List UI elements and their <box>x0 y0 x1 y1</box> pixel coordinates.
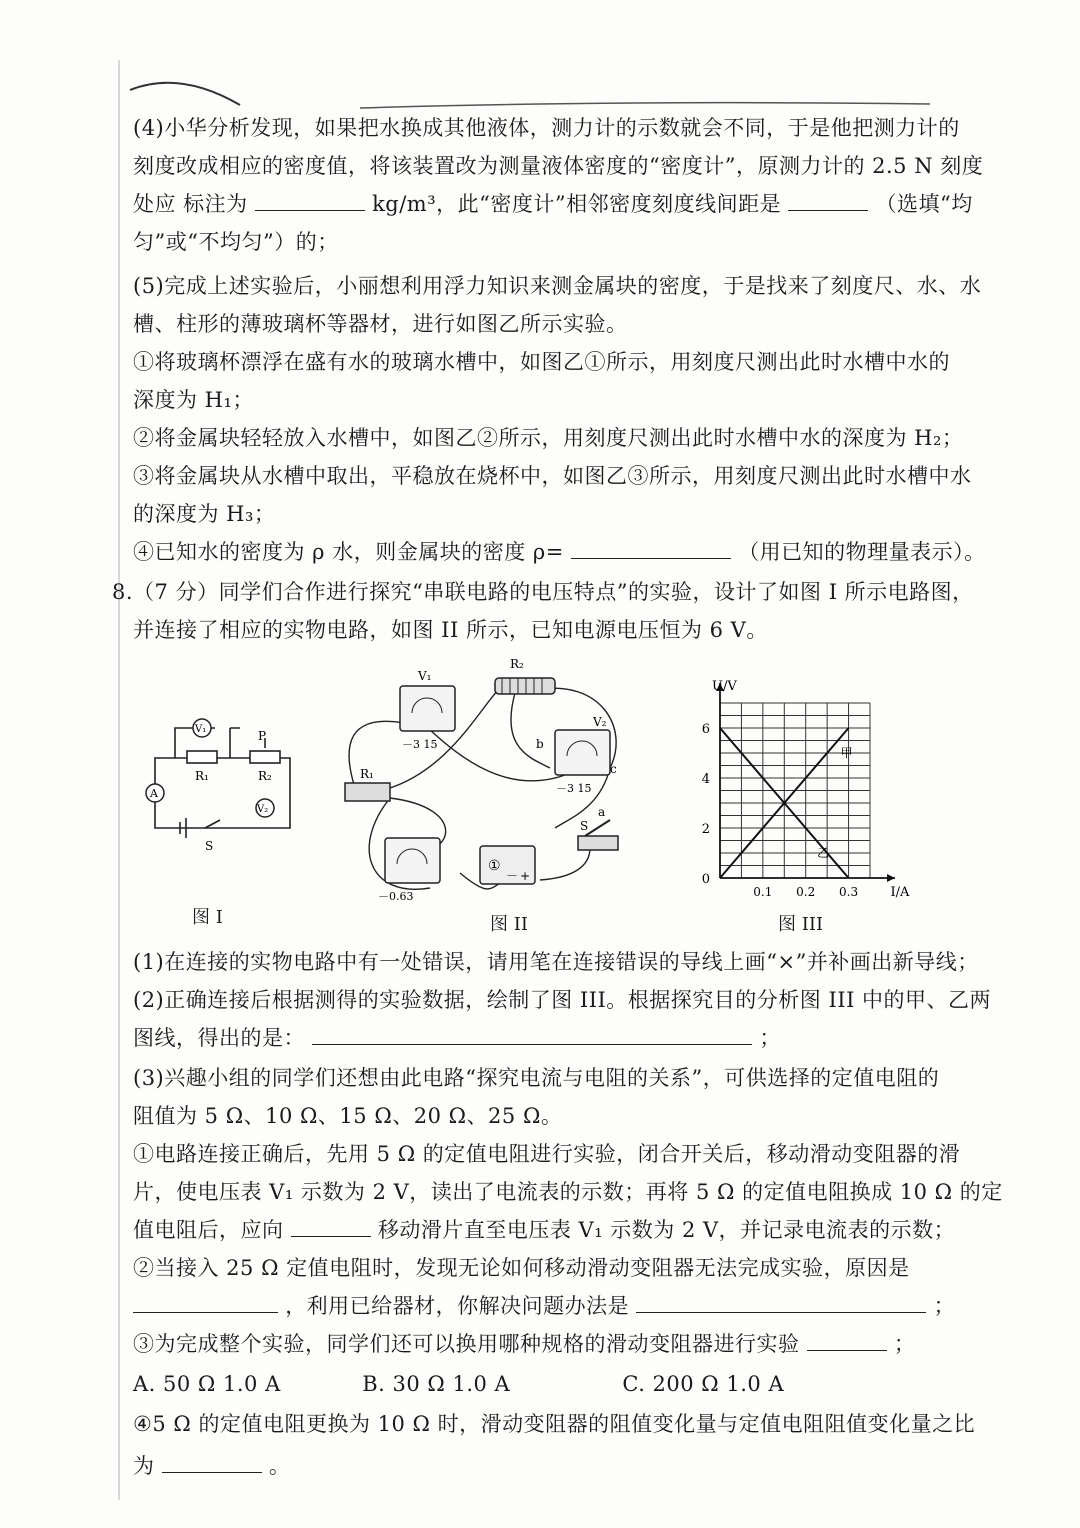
text-fragment: 图线，得出的是： <box>133 1026 305 1050</box>
y-tick-label: 6 <box>701 722 710 737</box>
figures <box>130 648 930 938</box>
r2-label: R₂ <box>258 769 272 783</box>
text-fragment: kg/m³，此“密度计”相邻密度刻度线间距是 <box>372 192 782 216</box>
question-8-title: 8.（7 分）同学们合作进行探究“串联电路的电压特点”的实验，设计了如图 I 所示电路图， <box>112 580 974 604</box>
text-line: ①将玻璃杯漂浮在盛有水的玻璃水槽中，如图乙①所示，用刻度尺测出此时水槽中水的 <box>133 350 950 374</box>
text-line: 槽、柱形的薄玻璃杯等器材，进行如图乙所示实验。 <box>133 312 628 336</box>
text-line: 深度为 H₁； <box>133 388 254 412</box>
text-line: ①电路连接正确后，先用 5 Ω 的定值电阻进行实验，闭合开关后，移动滑动变阻器的滑 <box>133 1142 961 1166</box>
r2-label: R₂ <box>510 657 524 671</box>
fig1-caption: 图 I <box>192 907 223 928</box>
text-fragment: ； <box>759 1026 781 1050</box>
answer-blank[interactable] <box>312 1024 752 1045</box>
text-fragment: ③为完成整个实验，同学们还可以换用哪种规格的滑动变阻器进行实验 <box>133 1332 800 1356</box>
answer-blank[interactable] <box>571 538 731 559</box>
text-fragment: （用已知的物理量表示）。 <box>738 540 986 564</box>
text-line: (1)在连接的实物电路中有一处错误，请用笔在连接错误的导线上画“×”并补画出新导线； <box>133 950 979 974</box>
y-axis-label: U/V <box>712 679 737 694</box>
text-fragment: 处应 标注为 <box>133 192 248 216</box>
text-line: (5)完成上述实验后，小丽想利用浮力知识来测金属块的密度，于是找来了刻度尺、水、水 <box>133 274 982 298</box>
v2-scale: －3 15 <box>556 782 592 795</box>
text-fragment: （选填“均 <box>875 192 973 216</box>
battery-plus: + <box>520 869 531 883</box>
text-line <box>133 1216 956 1244</box>
text-line: ③将金属块从水槽中取出，平稳放在烧杯中，如图乙③所示，用刻度尺测出此时水槽中水 <box>133 464 972 488</box>
voltmeter-v2 <box>555 730 610 775</box>
v1-label: V₁ <box>195 724 207 735</box>
text-line <box>133 1330 943 1358</box>
text-line <box>133 1292 956 1320</box>
r1-label: R₁ <box>360 767 374 781</box>
x-axis-label: I/A <box>890 885 910 900</box>
x-tick-label: 0.2 <box>796 885 816 899</box>
circuit-diagram <box>130 718 305 858</box>
s-label: S <box>205 839 214 853</box>
a-label: A <box>150 787 158 800</box>
v2-label: V₂ <box>593 715 607 729</box>
r1-label: R₁ <box>195 769 209 783</box>
text-line: 阻值为 5 Ω、10 Ω、15 Ω、20 Ω、25 Ω。 <box>133 1104 563 1128</box>
answer-blank[interactable] <box>255 190 365 211</box>
series-label-yi: 乙 <box>817 846 830 860</box>
text-line: ④5 Ω 的定值电阻更换为 10 Ω 时，滑动变阻器的阻值变化量与定值电阻阻值变化量之比 <box>133 1412 976 1436</box>
a-scale: －0.63 <box>378 890 414 903</box>
x-axis-arrow <box>887 874 895 882</box>
fig3-caption: 图 III <box>778 914 824 935</box>
ammeter <box>385 838 440 883</box>
ui-chart <box>690 678 930 918</box>
option-a[interactable]: A. 50 Ω 1.0 A <box>133 1372 281 1396</box>
text-line <box>133 538 986 566</box>
answer-blank[interactable] <box>162 1452 262 1473</box>
answer-blank[interactable] <box>291 1216 371 1237</box>
text-fragment: ④已知水的密度为 ρ 水，则金属块的密度 ρ= <box>133 540 564 564</box>
battery-minus: － <box>506 869 519 883</box>
series-label-jia: 甲 <box>840 746 853 760</box>
text-fragment: ； <box>933 1294 956 1318</box>
battery-symbol: ① <box>488 858 501 874</box>
options-line <box>133 1370 943 1398</box>
x-tick-label: 0.3 <box>839 885 859 899</box>
wire-c-label: c <box>610 762 617 776</box>
text-line: 片，使电压表 V₁ 示数为 2 V，读出了电流表的示数；再将 5 Ω 的定值电阻换成 10 Ω 的定 <box>133 1180 1003 1204</box>
voltmeter-v1 <box>400 686 455 731</box>
text-line: (2)正确连接后根据测得的实验数据，绘制了图 III。根据探究目的分析图 III 中的甲、乙两 <box>133 988 992 1012</box>
text-fragment: 为 <box>133 1454 155 1478</box>
answer-blank[interactable] <box>788 190 868 211</box>
text-line: ②当接入 25 Ω 定值电阻时，发现无论如何移动滑动变阻器无法完成实验，原因是 <box>133 1256 910 1280</box>
text-line: 的深度为 H₃； <box>133 502 276 526</box>
text-line: 并连接了相应的实物电路，如图 II 所示，已知电源电压恒为 6 V。 <box>133 618 768 642</box>
text-line: 匀”或“不均匀”）的； <box>133 230 339 254</box>
y-tick-label: 2 <box>701 822 710 837</box>
text-line <box>133 190 973 218</box>
v2-label: V₂ <box>257 804 269 815</box>
text-fragment: 。 <box>268 1454 291 1478</box>
s-label: S <box>580 819 589 833</box>
v1-scale: －3 15 <box>402 738 438 751</box>
header-stroke <box>120 60 940 120</box>
answer-blank[interactable] <box>133 1292 278 1313</box>
y-tick-label: 0 <box>701 872 710 887</box>
switch <box>578 836 618 850</box>
text-line: (3)兴趣小组的同学们还想由此电路“探究电流与电阻的关系”，可供选择的定值电阻的 <box>133 1066 940 1090</box>
y-tick-label: 4 <box>701 772 710 787</box>
answer-blank[interactable] <box>807 1330 887 1351</box>
resistor-r1 <box>345 783 390 801</box>
text-line: ②将金属块轻轻放入水槽中，如图乙②所示，用刻度尺测出此时水槽中水的深度为 H₂； <box>133 426 964 450</box>
text-line <box>133 1024 943 1052</box>
option-b[interactable]: B. 30 Ω 1.0 A <box>362 1372 511 1396</box>
wire-b-label: b <box>536 737 544 751</box>
text-fragment: 移动滑片直至电压表 V₁ 示数为 2 V，并记录电流表的示数； <box>377 1218 956 1242</box>
text-line: 刻度改成相应的密度值，将该装置改为测量液体密度的“密度计”，原测力计的 2.5 N 刻度 <box>133 154 984 178</box>
v1-label: V₁ <box>418 669 432 683</box>
physical-circuit <box>330 648 650 908</box>
x-tick-label: 0.1 <box>753 885 773 899</box>
fig2-caption: 图 II <box>490 914 528 935</box>
wire-a-label: a <box>598 805 606 819</box>
rheostat-r2 <box>495 678 555 694</box>
text-fragment: 值电阻后，应向 <box>133 1218 284 1242</box>
text-fragment: ，利用已给器材，你解决问题办法是 <box>285 1294 630 1318</box>
text-line <box>133 1452 943 1480</box>
text-line: (4)小华分析发现，如果把水换成其他液体，测力计的示数就会不同，于是他把测力计的 <box>133 116 960 140</box>
text-fragment: ； <box>893 1332 916 1356</box>
answer-blank[interactable] <box>636 1292 926 1313</box>
p-label: P <box>258 729 267 743</box>
option-c[interactable]: C. 200 Ω 1.0 A <box>622 1372 785 1396</box>
